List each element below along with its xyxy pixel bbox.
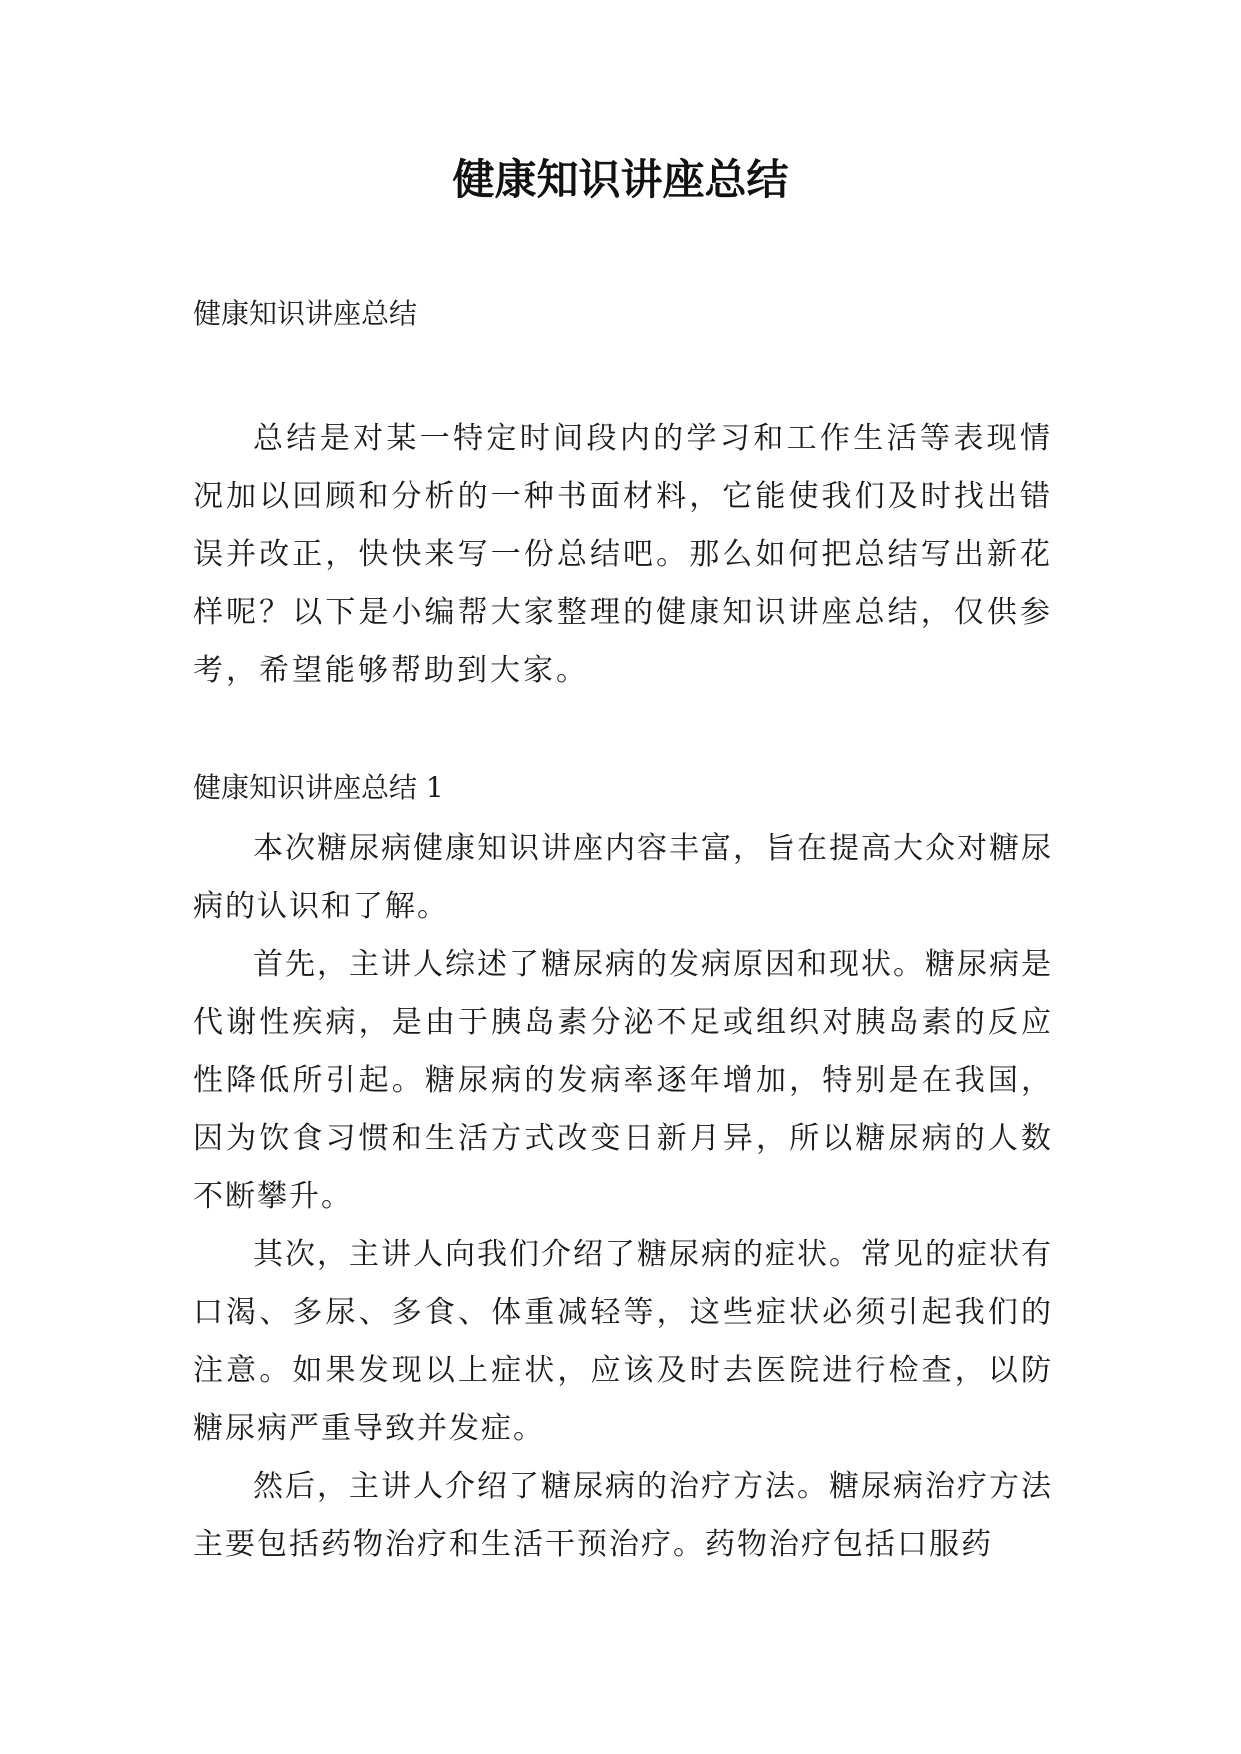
- section-heading: 健康知识讲座总结 1: [193, 771, 444, 804]
- intro-paragraph: 总结是对某一特定时间段内的学习和工作生活等表现情况加以回顾和分析的一种书面材料，它能使我们及时找出错误并改正，快快来写一份总结吧。那么如何把总结写出新花样呢？以下是小编帮大家整理的健康知识讲座总结，仅供参考，希望能够帮助到大家。: [193, 421, 1053, 688]
- document-title: 健康知识讲座总结: [452, 155, 789, 204]
- document-subtitle: 健康知识讲座总结: [193, 297, 418, 330]
- body-paragraph: 然后，主讲人介绍了糖尿病的治疗方法。糖尿病治疗方法主要包括药物治疗和生活干预治疗。药物治疗包括口服药: [193, 1469, 1053, 1562]
- section-body: [193, 820, 1053, 1574]
- body-paragraph: 其次，主讲人向我们介绍了糖尿病的症状。常见的症状有口渴、多尿、多食、体重减轻等，这些症状必须引起我们的注意。如果发现以上症状，应该及时去医院进行检查，以防糖尿病严重导致并发症。: [193, 1237, 1053, 1446]
- body-paragraph: 本次糖尿病健康知识讲座内容丰富，旨在提高大众对糖尿病的认识和了解。: [193, 831, 1053, 924]
- body-paragraph: 首先，主讲人综述了糖尿病的发病原因和现状。糖尿病是代谢性疾病，是由于胰岛素分泌不足或组织对胰岛素的反应性降低所引起。糖尿病的发病率逐年增加，特别是在我国，因为饮食习惯和生活方式改变日新月异，所以糖尿病的人数不断攀升。: [193, 947, 1053, 1214]
